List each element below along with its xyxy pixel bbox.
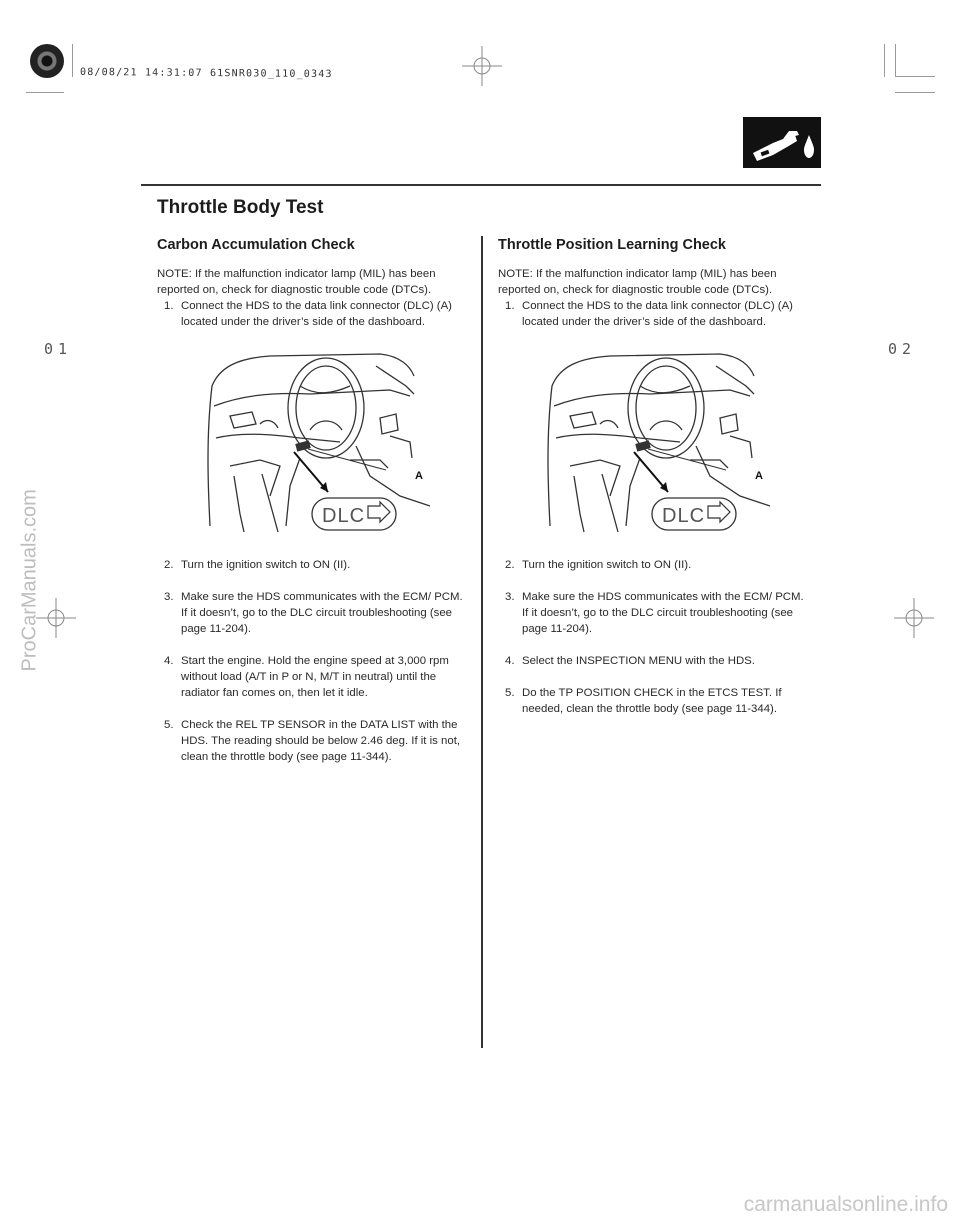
step-number: 2. — [164, 559, 174, 571]
step-text: Make sure the HDS communicates with the ECM/ PCM. If it doesn’t, go to the DLC circuit troubleshooting (see page 11-204). — [522, 591, 804, 635]
right-step-3 — [498, 589, 810, 637]
step-number: 1. — [505, 300, 515, 312]
right-section-heading: Throttle Position Learning Check — [498, 237, 726, 253]
left-column-text-top — [157, 266, 469, 330]
column-divider — [481, 236, 483, 1048]
step-text: Turn the ignition switch to ON (II). — [181, 559, 351, 571]
step-number: 3. — [164, 591, 174, 603]
watermark-side: ProCarManuals.com — [18, 489, 41, 672]
left-step-1 — [157, 298, 469, 330]
fuel-system-icon — [743, 117, 821, 168]
step-number: 5. — [505, 687, 515, 699]
page-mark-right: 02 — [888, 340, 917, 358]
print-timestamp: 08/08/21 14:31:07 61SNR030_110_0343 — [79, 66, 333, 81]
step-text: Connect the HDS to the data link connector (DLC) (A) located under the driver’s side of the dashboard. — [181, 300, 452, 328]
step-number: 3. — [505, 591, 515, 603]
right-step-2 — [498, 557, 810, 573]
crop-mark — [895, 76, 935, 77]
page-mark-left: 01 — [44, 340, 73, 358]
right-step-1 — [498, 298, 810, 330]
registration-crosshair-left — [36, 598, 76, 638]
dlc-label-right: DLC — [662, 505, 706, 527]
right-step-5 — [498, 685, 810, 717]
left-section-heading: Carbon Accumulation Check — [157, 237, 355, 253]
step-text: Make sure the HDS communicates with the ECM/ PCM. If it doesn’t, go to the DLC circuit troubleshooting (see page 11-204). — [181, 591, 463, 635]
header-rule — [141, 184, 821, 186]
step-text: Turn the ignition switch to ON (II). — [522, 559, 692, 571]
callout-a-right: A — [755, 470, 763, 482]
step-text: Select the INSPECTION MENU with the HDS. — [522, 655, 755, 667]
step-number: 4. — [505, 655, 515, 667]
left-note: NOTE: If the malfunction indicator lamp (MIL) has been reported on, check for diagnostic trouble code (DTCs). — [157, 268, 436, 296]
step-number: 5. — [164, 719, 174, 731]
right-column-text-bottom — [498, 557, 810, 717]
crop-mark — [884, 44, 885, 77]
crop-mark — [26, 92, 64, 93]
crop-mark — [72, 44, 73, 77]
registration-mark-top-left — [30, 44, 64, 78]
crop-mark — [895, 92, 935, 93]
left-step-2 — [157, 557, 469, 573]
registration-crosshair-right — [894, 598, 934, 638]
right-column-text-top — [498, 266, 810, 330]
step-number: 4. — [164, 655, 174, 667]
left-step-5 — [157, 717, 469, 765]
right-note: NOTE: If the malfunction indicator lamp (MIL) has been reported on, check for diagnostic trouble code (DTCs). — [498, 268, 777, 296]
step-number: 2. — [505, 559, 515, 571]
dlc-label-left: DLC — [322, 505, 366, 527]
step-number: 1. — [164, 300, 174, 312]
step-text: Start the engine. Hold the engine speed at 3,000 rpm without load (A/T in P or N, M/T in neutral) until the radiator fan comes on, then let it idle. — [181, 655, 449, 699]
crop-mark — [895, 44, 896, 77]
step-text: Connect the HDS to the data link connector (DLC) (A) located under the driver’s side of the dashboard. — [522, 300, 793, 328]
step-text: Do the TP POSITION CHECK in the ETCS TEST. If needed, clean the throttle body (see page 11-344). — [522, 687, 782, 715]
watermark-bottom: carmanualsonline.info — [743, 1193, 948, 1216]
registration-crosshair-top — [462, 46, 502, 86]
right-dashboard-figure — [540, 346, 780, 536]
left-dashboard-figure — [200, 346, 440, 536]
left-step-4 — [157, 653, 469, 701]
step-text: Check the REL TP SENSOR in the DATA LIST with the HDS. The reading should be below 2.46 deg. If it is not, clean the throttle body (see page 11-344). — [181, 719, 461, 763]
callout-a-left: A — [415, 470, 423, 482]
page-title: Throttle Body Test — [157, 197, 324, 218]
left-column-text-bottom — [157, 557, 469, 765]
left-step-3 — [157, 589, 469, 637]
right-step-4 — [498, 653, 810, 669]
